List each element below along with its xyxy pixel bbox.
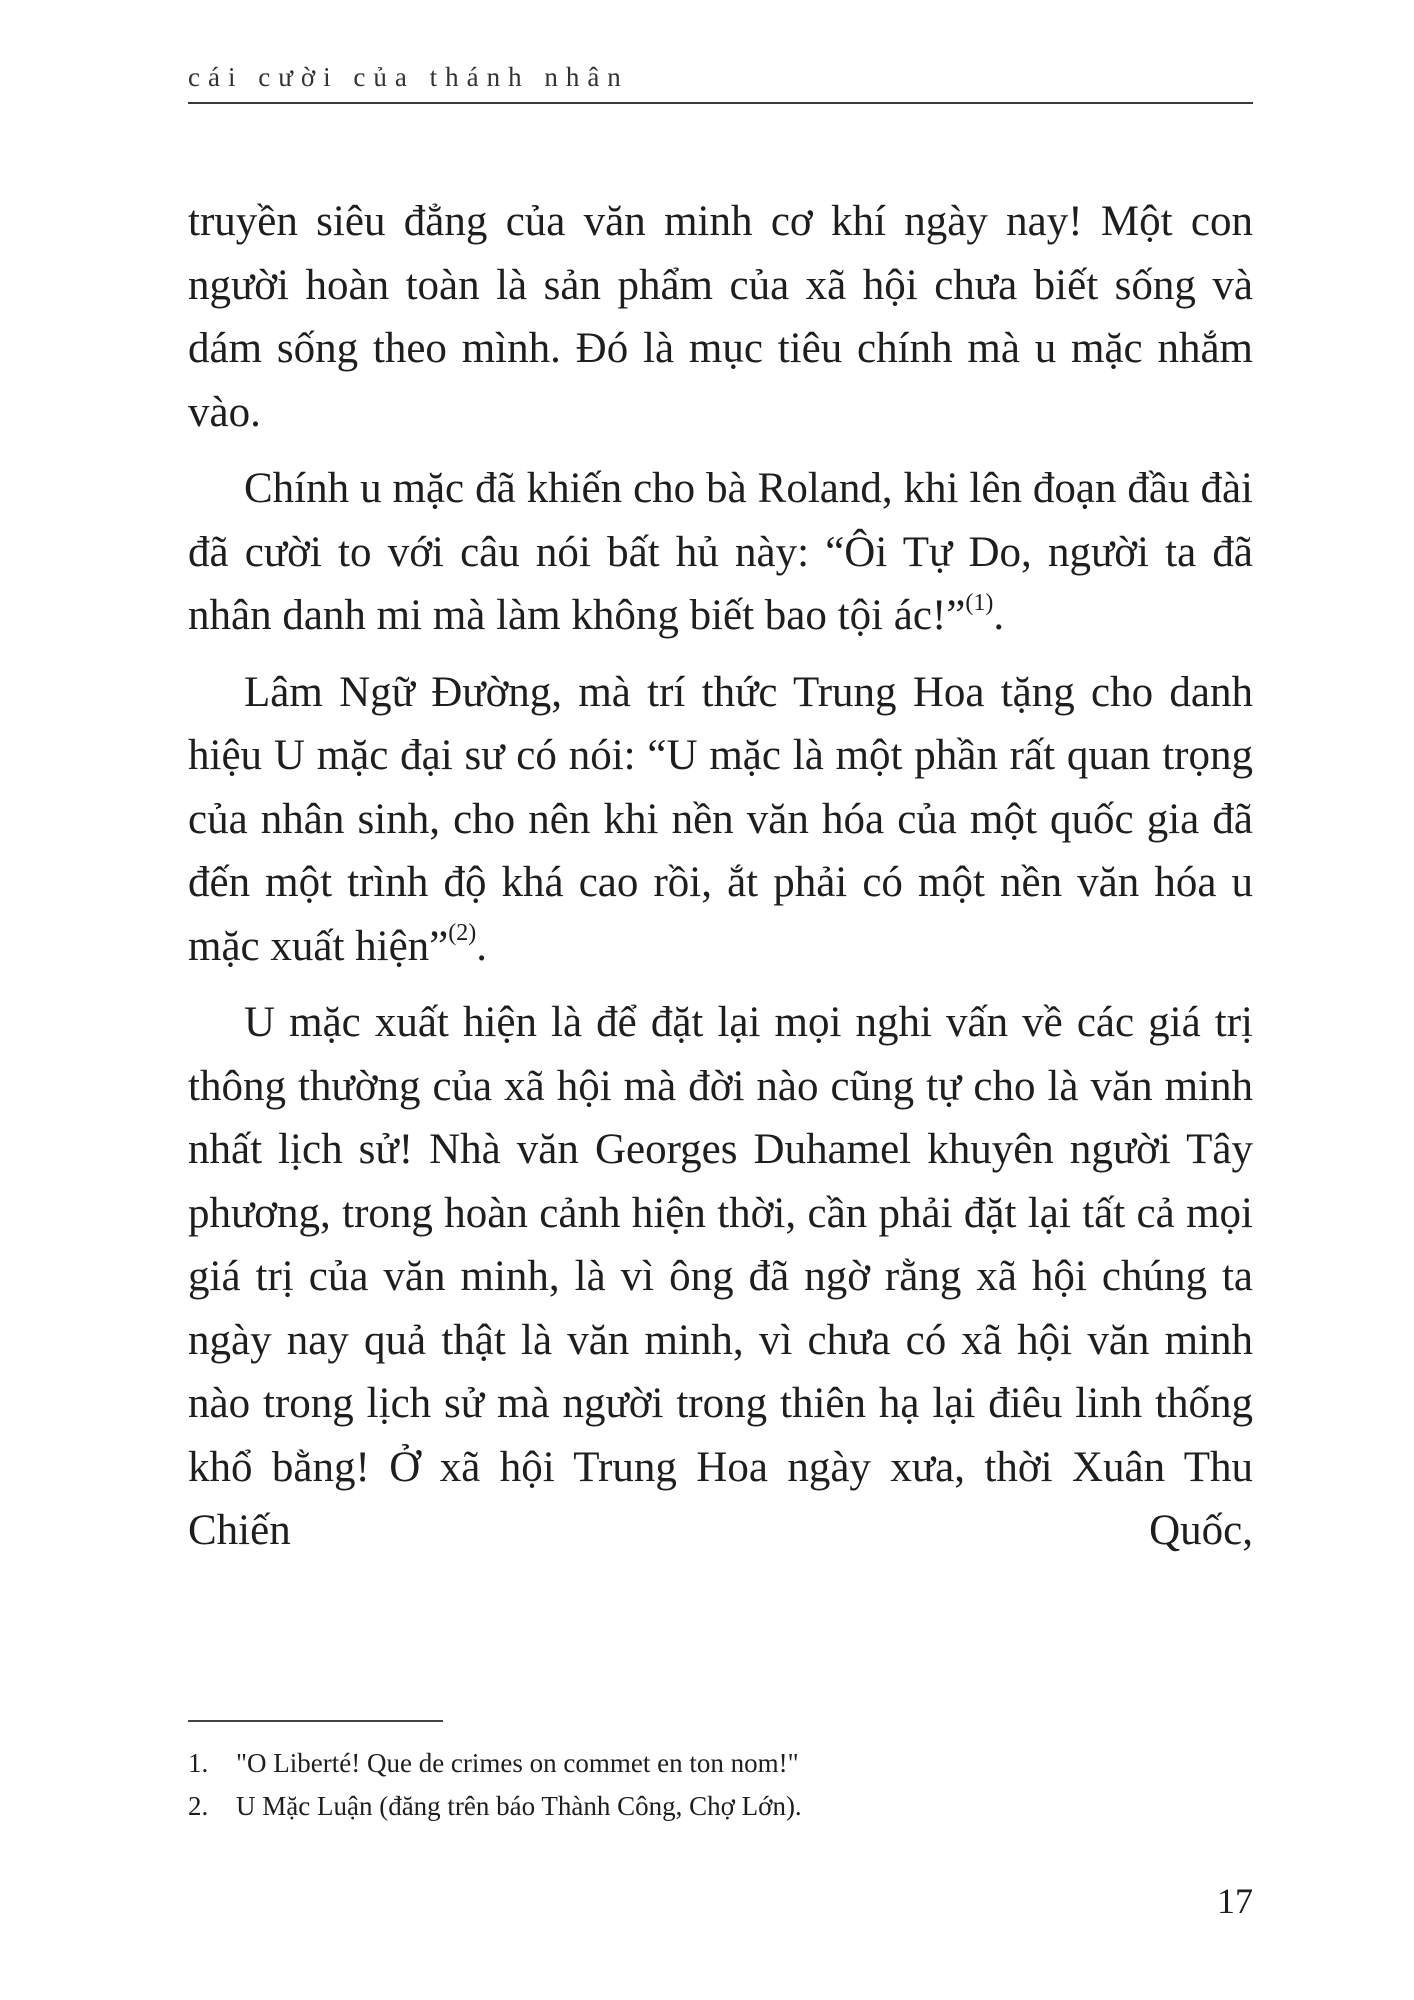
paragraph-1-text: truyền siêu đẳng của văn minh cơ khí ngày nay! Một con người hoàn toàn là sản phẩm của xã hội chưa biết sống và dám sống theo mình. Đó là mục tiêu chính mà u mặc nhắm vào. xyxy=(188,198,1253,436)
paragraph-4 xyxy=(188,991,1253,1563)
paragraph-1 xyxy=(188,190,1253,444)
paragraph-3-end: . xyxy=(476,922,488,970)
footnote-1-text: "O Liberté! Que de crimes on commet en ton nom!" xyxy=(236,1748,799,1778)
footnotes xyxy=(188,1742,1253,1828)
running-header xyxy=(188,62,1253,104)
footnote-1-number: 1. xyxy=(188,1748,209,1778)
paragraph-3-text: Lâm Ngữ Đường, mà trí thức Trung Hoa tặng cho danh hiệu U mặc đại sư có nói: “U mặc là một phần rất quan trọng của nhân sinh, cho nên khi nền văn hóa của một quốc gia đã đến một trình độ khá cao rồi, ắt phải có một nền văn hóa u mặc xuất hiện” xyxy=(188,668,1253,970)
paragraph-3 xyxy=(188,661,1253,979)
running-header-title: cái cười của thánh nhân xyxy=(188,62,629,92)
paragraph-4-text: U mặc xuất hiện là để đặt lại mọi nghi vấn về các giá trị thông thường của xã hội mà đời nào cũng tự cho là văn minh nhất lịch sử! Nhà văn Georges Duhamel khuyên người Tây phương, trong hoàn cảnh hiện thời, cần phải đặt lại tất cả mọi giá trị của văn minh, là vì ông đã ngờ rằng xã hội chúng ta ngày nay quả thật là văn minh, vì chưa có xã hội văn minh nào trong lịch sử mà người trong thiên hạ lại điêu linh thống khổ bằng! Ở xã hội Trung Hoa ngày xưa, thời Xuân Thu Chiến Quốc, xyxy=(188,999,1253,1554)
footnote-2 xyxy=(188,1785,1253,1828)
body-text xyxy=(188,190,1253,1576)
footnote-2-text: U Mặc Luận (đăng trên báo Thành Công, Chợ Lớn). xyxy=(236,1791,802,1821)
footnote-2-number: 2. xyxy=(188,1791,209,1821)
footnote-1 xyxy=(188,1742,1253,1785)
footnote-ref-2: (2) xyxy=(448,920,477,947)
paragraph-2-text: Chính u mặc đã khiến cho bà Roland, khi lên đoạn đầu đài đã cười to với câu nói bất hủ này: “Ôi Tự Do, người ta đã nhân danh mi mà làm không biết bao tội ác!” xyxy=(188,465,1253,639)
paragraph-2-end: . xyxy=(993,592,1005,639)
footnote-divider xyxy=(188,1720,443,1722)
page-number: 17 xyxy=(1217,1881,1253,1921)
footnote-ref-1: (1) xyxy=(965,589,994,616)
paragraph-2 xyxy=(188,457,1253,648)
